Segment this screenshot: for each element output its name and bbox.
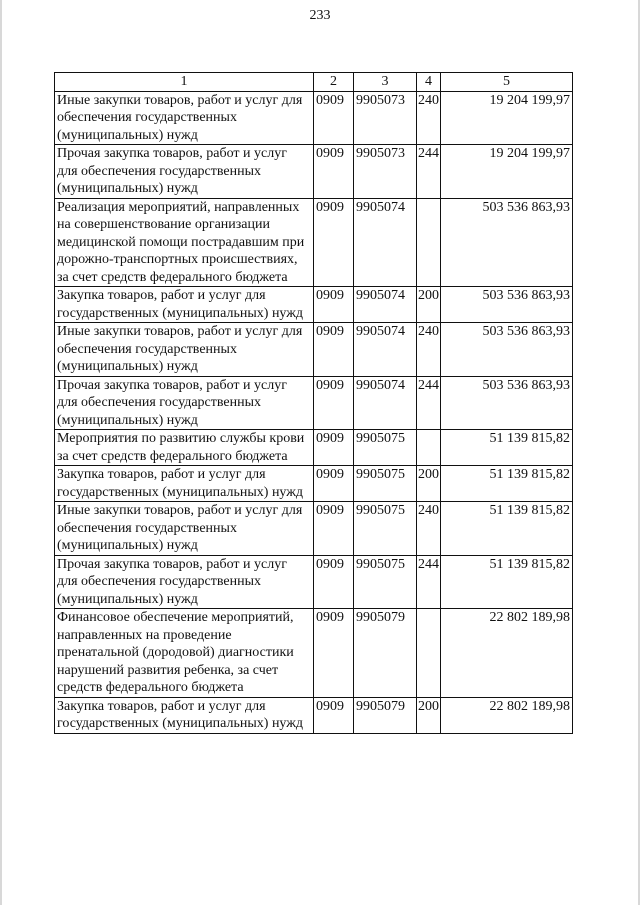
row-section: 0909 [314,466,354,502]
table-header-row [55,73,573,92]
row-section: 0909 [314,91,354,145]
row-name: Прочая закупка товаров, работ и услуг для обеспечения государственных (муниципальных) нужд [55,376,314,430]
row-section: 0909 [314,198,354,287]
row-amount: 51 139 815,82 [441,430,573,466]
row-section: 0909 [314,555,354,609]
budget-table [54,72,573,734]
table-row [55,502,573,556]
row-section: 0909 [314,609,354,698]
table-row [55,145,573,199]
row-amount: 503 536 863,93 [441,198,573,287]
table-row [55,198,573,287]
table-row [55,466,573,502]
table-row [55,91,573,145]
row-expense-type: 244 [417,376,441,430]
row-expense-type: 240 [417,502,441,556]
row-target-article: 9905074 [354,287,417,323]
table-row [55,376,573,430]
row-name: Закупка товаров, работ и услуг для государственных (муниципальных) нужд [55,697,314,733]
table-row [55,555,573,609]
row-expense-type: 244 [417,555,441,609]
row-target-article: 9905073 [354,91,417,145]
table-row [55,323,573,377]
row-section: 0909 [314,502,354,556]
row-section: 0909 [314,287,354,323]
row-target-article: 9905079 [354,609,417,698]
table-row [55,609,573,698]
row-expense-type [417,430,441,466]
row-name: Иные закупки товаров, работ и услуг для обеспечения государственных (муниципальных) нужд [55,323,314,377]
row-section: 0909 [314,697,354,733]
row-section: 0909 [314,323,354,377]
row-amount: 51 139 815,82 [441,502,573,556]
row-target-article: 9905074 [354,198,417,287]
row-target-article: 9905075 [354,430,417,466]
row-amount: 503 536 863,93 [441,376,573,430]
row-name: Закупка товаров, работ и услуг для государственных (муниципальных) нужд [55,466,314,502]
page-number: 233 [309,8,331,23]
row-amount: 503 536 863,93 [441,287,573,323]
row-section: 0909 [314,430,354,466]
row-expense-type: 200 [417,466,441,502]
row-name: Иные закупки товаров, работ и услуг для обеспечения государственных (муниципальных) нужд [55,502,314,556]
row-expense-type: 240 [417,323,441,377]
row-expense-type: 200 [417,697,441,733]
row-target-article: 9905074 [354,376,417,430]
row-section: 0909 [314,376,354,430]
row-name: Реализация мероприятий, направленных на совершенствование организации медицинской помощи пострадавшим при дорожно-транспортных происшествиях, за счет средств федерального бюджета [55,198,314,287]
row-expense-type [417,198,441,287]
header-col-5: 5 [441,73,573,92]
scan-edge-left [0,0,2,905]
row-target-article: 9905074 [354,323,417,377]
row-amount: 51 139 815,82 [441,466,573,502]
row-expense-type: 244 [417,145,441,199]
row-expense-type: 240 [417,91,441,145]
table-row [55,287,573,323]
table-row [55,697,573,733]
header-col-2: 2 [314,73,354,92]
row-name: Закупка товаров, работ и услуг для государственных (муниципальных) нужд [55,287,314,323]
header-col-1: 1 [55,73,314,92]
row-target-article: 9905075 [354,466,417,502]
row-name: Иные закупки товаров, работ и услуг для обеспечения государственных (муниципальных) нужд [55,91,314,145]
row-name: Мероприятия по развитию службы крови за счет средств федерального бюджета [55,430,314,466]
header-col-4: 4 [417,73,441,92]
header-col-3: 3 [354,73,417,92]
row-amount: 22 802 189,98 [441,609,573,698]
row-section: 0909 [314,145,354,199]
row-amount: 503 536 863,93 [441,323,573,377]
row-amount: 51 139 815,82 [441,555,573,609]
row-target-article: 9905073 [354,145,417,199]
row-name: Прочая закупка товаров, работ и услуг для обеспечения государственных (муниципальных) нужд [55,145,314,199]
row-amount: 22 802 189,98 [441,697,573,733]
row-expense-type [417,609,441,698]
row-amount: 19 204 199,97 [441,91,573,145]
row-expense-type: 200 [417,287,441,323]
row-target-article: 9905075 [354,502,417,556]
row-amount: 19 204 199,97 [441,145,573,199]
table-row [55,430,573,466]
row-name: Финансовое обеспечение мероприятий, направленных на проведение пренатальной (дородовой) диагностики нарушений развития ребенка, за счет средств федерального бюджета [55,609,314,698]
row-target-article: 9905075 [354,555,417,609]
row-name: Прочая закупка товаров, работ и услуг для обеспечения государственных (муниципальных) нужд [55,555,314,609]
row-target-article: 9905079 [354,697,417,733]
